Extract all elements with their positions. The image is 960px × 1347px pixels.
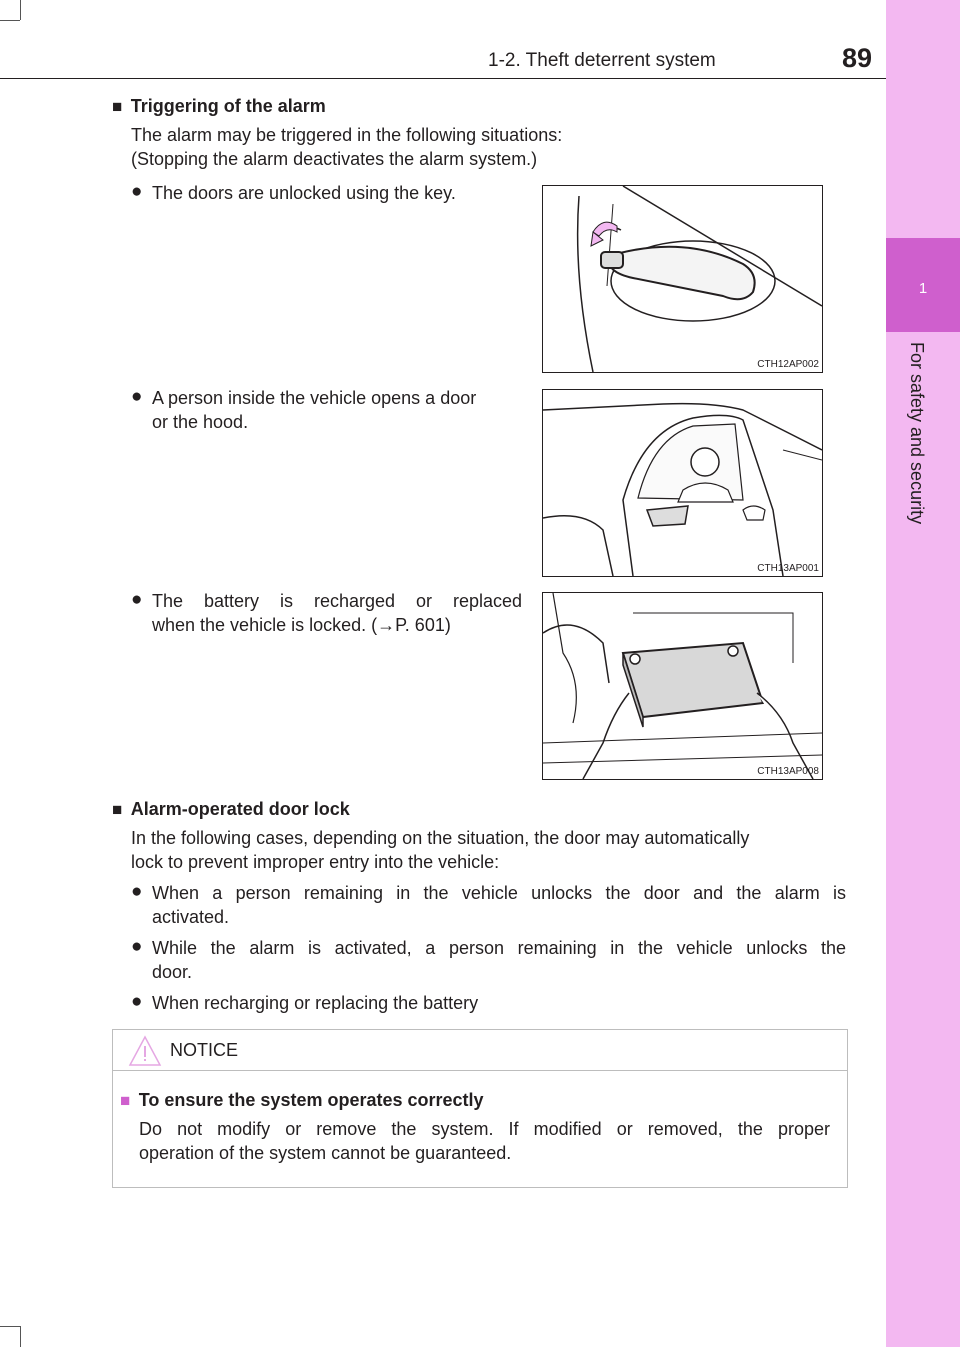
bullet-dot: ●	[131, 936, 143, 957]
chapter-sidebar	[886, 0, 960, 1347]
door-lock-item-3: When recharging or replacing the battery	[152, 993, 479, 1013]
triggering-intro-1: The alarm may be triggered in the following situations:	[131, 125, 563, 145]
notice-text-line1: Do not modify or remove the system. If modified or removed, the proper	[139, 1119, 830, 1139]
figure-code: CTH13AP001	[757, 563, 819, 574]
notice-text-line2: operation of the system cannot be guaranteed.	[139, 1143, 512, 1163]
page-number: 89	[842, 43, 873, 73]
figure-person-in-vehicle	[542, 389, 823, 577]
chapter-number: 1	[918, 280, 928, 297]
crop-mark	[0, 20, 20, 21]
notice-divider	[112, 1070, 848, 1071]
crop-mark	[0, 1326, 20, 1327]
door-lock-item-1-line2: activated.	[152, 907, 230, 927]
door-lock-section	[112, 799, 350, 820]
triggering-heading: Triggering of the alarm	[130, 96, 326, 116]
figure-code: CTH13AP008	[757, 766, 819, 777]
bullet-dot: ●	[131, 386, 143, 407]
triggering-item-3-line1: The battery is recharged or replaced	[152, 591, 522, 611]
header-rule	[0, 78, 886, 79]
notice-heading-row	[120, 1090, 484, 1111]
bullet-dot: ●	[131, 181, 143, 202]
triggering-item-2-line1: A person inside the vehicle opens a door	[152, 388, 477, 408]
figure-battery	[542, 592, 823, 780]
notice-heading: To ensure the system operates correctly	[138, 1090, 484, 1110]
chapter-title: For safety and security	[907, 342, 927, 525]
section-title: 1-2. Theft deterrent system	[488, 50, 716, 71]
bullet-dot: ●	[131, 589, 143, 610]
notice-title: NOTICE	[170, 1040, 239, 1060]
door-lock-item-1-line1: When a person remaining in the vehicle unlocks the door and the alarm is	[152, 883, 846, 903]
crop-mark	[20, 0, 21, 20]
bullet-dot: ●	[131, 881, 143, 902]
figure-door-key	[542, 185, 823, 373]
door-lock-item-2-line2: door.	[152, 962, 193, 982]
person-in-vehicle-illustration	[543, 390, 822, 576]
triggering-section	[112, 96, 326, 117]
triggering-intro-2: (Stopping the alarm deactivates the alarm system.)	[131, 149, 538, 169]
heading-marker: ■	[120, 1091, 131, 1110]
bullet-dot: ●	[131, 991, 143, 1012]
triggering-item-2-line2: or the hood.	[152, 412, 249, 432]
door-lock-intro-1: In the following cases, depending on the situation, the door may automatically	[131, 828, 750, 848]
battery-replacement-illustration	[543, 593, 822, 779]
triggering-item-1: The doors are unlocked using the key.	[152, 183, 456, 203]
figure-code: CTH12AP002	[757, 359, 819, 370]
door-lock-intro-2: lock to prevent improper entry into the vehicle:	[131, 852, 500, 872]
heading-marker: ■	[112, 97, 123, 116]
door-lock-item-2-line1: While the alarm is activated, a person remaining in the vehicle unlocks the	[152, 938, 846, 958]
door-key-unlock-illustration	[543, 186, 822, 372]
crop-mark	[20, 1326, 21, 1347]
triggering-item-3-line2: when the vehicle is locked. (→P. 601)	[152, 615, 451, 635]
door-lock-heading: Alarm-operated door lock	[130, 799, 350, 819]
heading-marker: ■	[112, 800, 123, 819]
warning-triangle-icon	[128, 1035, 162, 1067]
